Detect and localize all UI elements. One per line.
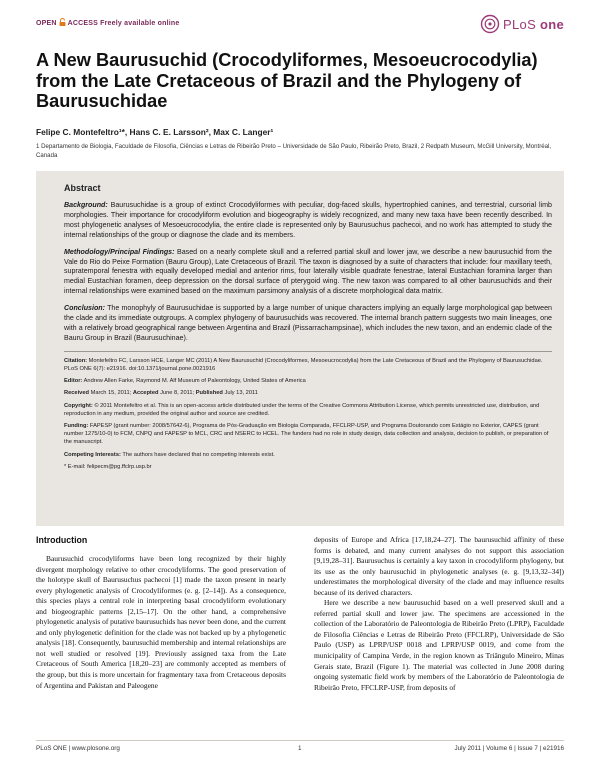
abstract-divider <box>64 351 552 352</box>
editor: Editor: Andrew Allen Farke, Raymond M. Alf Museum of Paleontology, United States of America <box>64 378 306 385</box>
abstract-background: Background: Baurusuchidae is a group of extinct Crocodyliformes with peculiar, dog-faced skulls, hypertrophied canines, and terrestrial, cursorial limb morphologies. Their importance for crocodyliform evolution and biogeography is widely recognized, and many new taxa have been recently described. In most phylogenetic analyses of Mesoeucrocodylia, the entire clade is represented only by Baurusuchus pachecoi, and no work has attempted to study the internal relationships of the group or diagnose the clade and its members. <box>64 201 552 239</box>
body-column-right <box>314 535 564 693</box>
abstract-methods: Methodology/Principal Findings: Based on a nearly complete skull and a referred partial skull and lower jaw, we describe a new baurusuchid from the Vale do Rio do Peixe Formation (Bauru Group), Late Cretaceous of Brazil. The taxon is diagnosed by a suite of characters that include: four maxillary teeth, supratemporal fenestra with equally developed medial and anterior rims, four laterally visible quadrate fenestrae, lateral Eustachian foramina larger than medial Eustachian foramen, deep depression on the dorsal surface of pterygoid wing. The new taxon was compared to all other baurusuchids and their internal relationships were examined based on the maximum parsimony analysis of a discrete morphological data matrix. <box>64 247 552 296</box>
author-list: Felipe C. Montefeltro¹*, Hans C. E. Larsson², Max C. Langer¹ <box>36 127 274 137</box>
affiliations: 1 Departamento de Biologia, Faculdade de Filosofia, Ciências e Letras de Ribeirão Preto – Universidade de São Paulo, Ribeirão Preto, Brazil, 2 Redpath Museum, McGill University, Montréal, Canada <box>36 143 552 160</box>
dates: Received March 15, 2011; Accepted June 8, 2011; Published July 13, 2011 <box>64 390 258 397</box>
plos-one-logo: PLoS one <box>480 12 564 36</box>
abstract-conclusion: Conclusion: The monophyly of Baurusuchidae is supported by a large number of unique characters implying an equally large morphological gap between the clade and its immediate outgroups. A complex phylogeny of baurusuchids was recovered. The internal branch pattern suggests two main lineages, one with a relatively broad geographical range between Argentina and Brazil (Pissarrachampsinae), which includes the new taxon, and an endemic clade of the Bauru Group in Brazil (Baurusuchinae). <box>64 304 552 342</box>
page-footer <box>36 740 564 752</box>
footer-issue: July 2011 | Volume 6 | Issue 7 | e21916 <box>454 745 564 752</box>
open-access-lock-icon <box>59 18 66 26</box>
open-access-label: OPEN ACCESS Freely available online <box>36 20 180 27</box>
intro-paragraph-2: deposits of Europe and Africa [17,18,24–27]. The baurusuchid affinity of these forms is debated, and many current analyses do not support this association [9,19,28–31]. Baurusuchus is certainly a key taxon in crocodyliform phylogeny, but its use as the only baurusuchid in phylogenetic analyses (e. g. [9,13,32–34]) underestimates the morphological diversity of the clade and may influence results because of its derived characters. <box>314 535 564 597</box>
plos-one-logo-icon <box>480 14 500 34</box>
abstract-heading: Abstract <box>64 183 101 193</box>
copyright: Copyright: © 2011 Montefeltro et al. This is an open-access article distributed under the terms of the Creative Commons Attribution License, which permits unrestricted use, distribution, and reproduction in any medium, provided the original author and source are credited. <box>64 402 540 417</box>
intro-paragraph-3: Here we describe a new baurusuchid based on a well preserved skull and a referred partial skull and lower jaw. The specimens are accessioned in the collection of the Laboratório de Paleontologia de Ribeirão Preto (LPRP), Faculdade de Filosofia Ciências e Letras de Ribeirão Preto (FFCLRP), Universidade de São Paulo (USP) as LPRP/USP 0018 and LPRP/USP 0019, and come from the municipality of Campina Verde, in the region known as Triângulo Mineiro, Minas Gerais state, Brazil (Figure 1). The material was collected in June 2008 during ongoing systematic field work by members of the Laboratório de Paleontologia de Ribeirão Preto, FFCLRP-USP, from deposits of <box>314 598 564 692</box>
body-column-left <box>36 535 286 691</box>
funding: Funding: FAPESP (grant number: 2008/57642-6), Programa de Pós-Graduação em Biologia Comparada, FFCLRP-USP, and Programa Doutorando com Estágio no Exterior, CAPES (grant number 1275/10-0) to FCM, CNPQ and FAPESP to MCL, CRC and NSERC to HCEL. The funders had no role in study design, data collection and analysis, decision to publish, or preparation of the manuscript. <box>64 423 549 446</box>
intro-paragraph-1: Baurusuchid crocodyliforms have been long recognized by their highly divergent morphology relative to other crocodyliforms. The good preservation of the holotype skull of Baurusuchus pachecoi [1] made the taxon present in nearly every phylogenetic analysis of Crocodyliformes (e. g. [2–14]). As a consequence, this species plays a central role in interpreting basal crocodyliform evolutionary and biogeographic patterns [2,15–17]. On the other hand, a comprehensive phylogenetic analysis of putative baurusuchids has never been done, and the current and only phylogenetic definition for the clade was not backed up by a phylogenetic analysis [18]. Consequently, baurusuchid membership and internal relationships are not well studied or resolved [19]. Previously assigned taxa from the Late Cretaceous of South America [18,20–23] are commonly accepted as members of the group, but this is more uncertain for fragmentary taxa from Cretaceous deposits of Argentina and Pakistan and Paleogene <box>36 554 286 690</box>
citation: Citation: Montefeltro FC, Larsson HCE, Langer MC (2011) A New Baurusuchid (Crocodyliformes, Mesoeucrocodylia) from the Late Cretaceous of Brazil and the Phylogeny of Baurusuchidae. PLoS ONE 6(7): e21916. doi:10.1371/journal.pone.0021916 <box>64 357 543 372</box>
abstract-box <box>36 171 564 526</box>
introduction-heading: Introduction <box>36 535 88 545</box>
journal-header <box>36 14 564 36</box>
corresponding-email[interactable]: * E-mail: felipecm@pg.ffclrp.usp.br <box>64 463 152 470</box>
footer-journal: PLoS ONE | www.plosone.org <box>36 745 120 752</box>
competing-interests: Competing Interests: The authors have declared that no competing interests exist. <box>64 451 275 458</box>
article-title: A New Baurusuchid (Crocodyliformes, Mesoeucrocodylia) from the Late Cretaceous of Brazil and the Phylogeny of Baurusuchidae <box>36 50 538 111</box>
page-number: 1 <box>298 745 302 752</box>
